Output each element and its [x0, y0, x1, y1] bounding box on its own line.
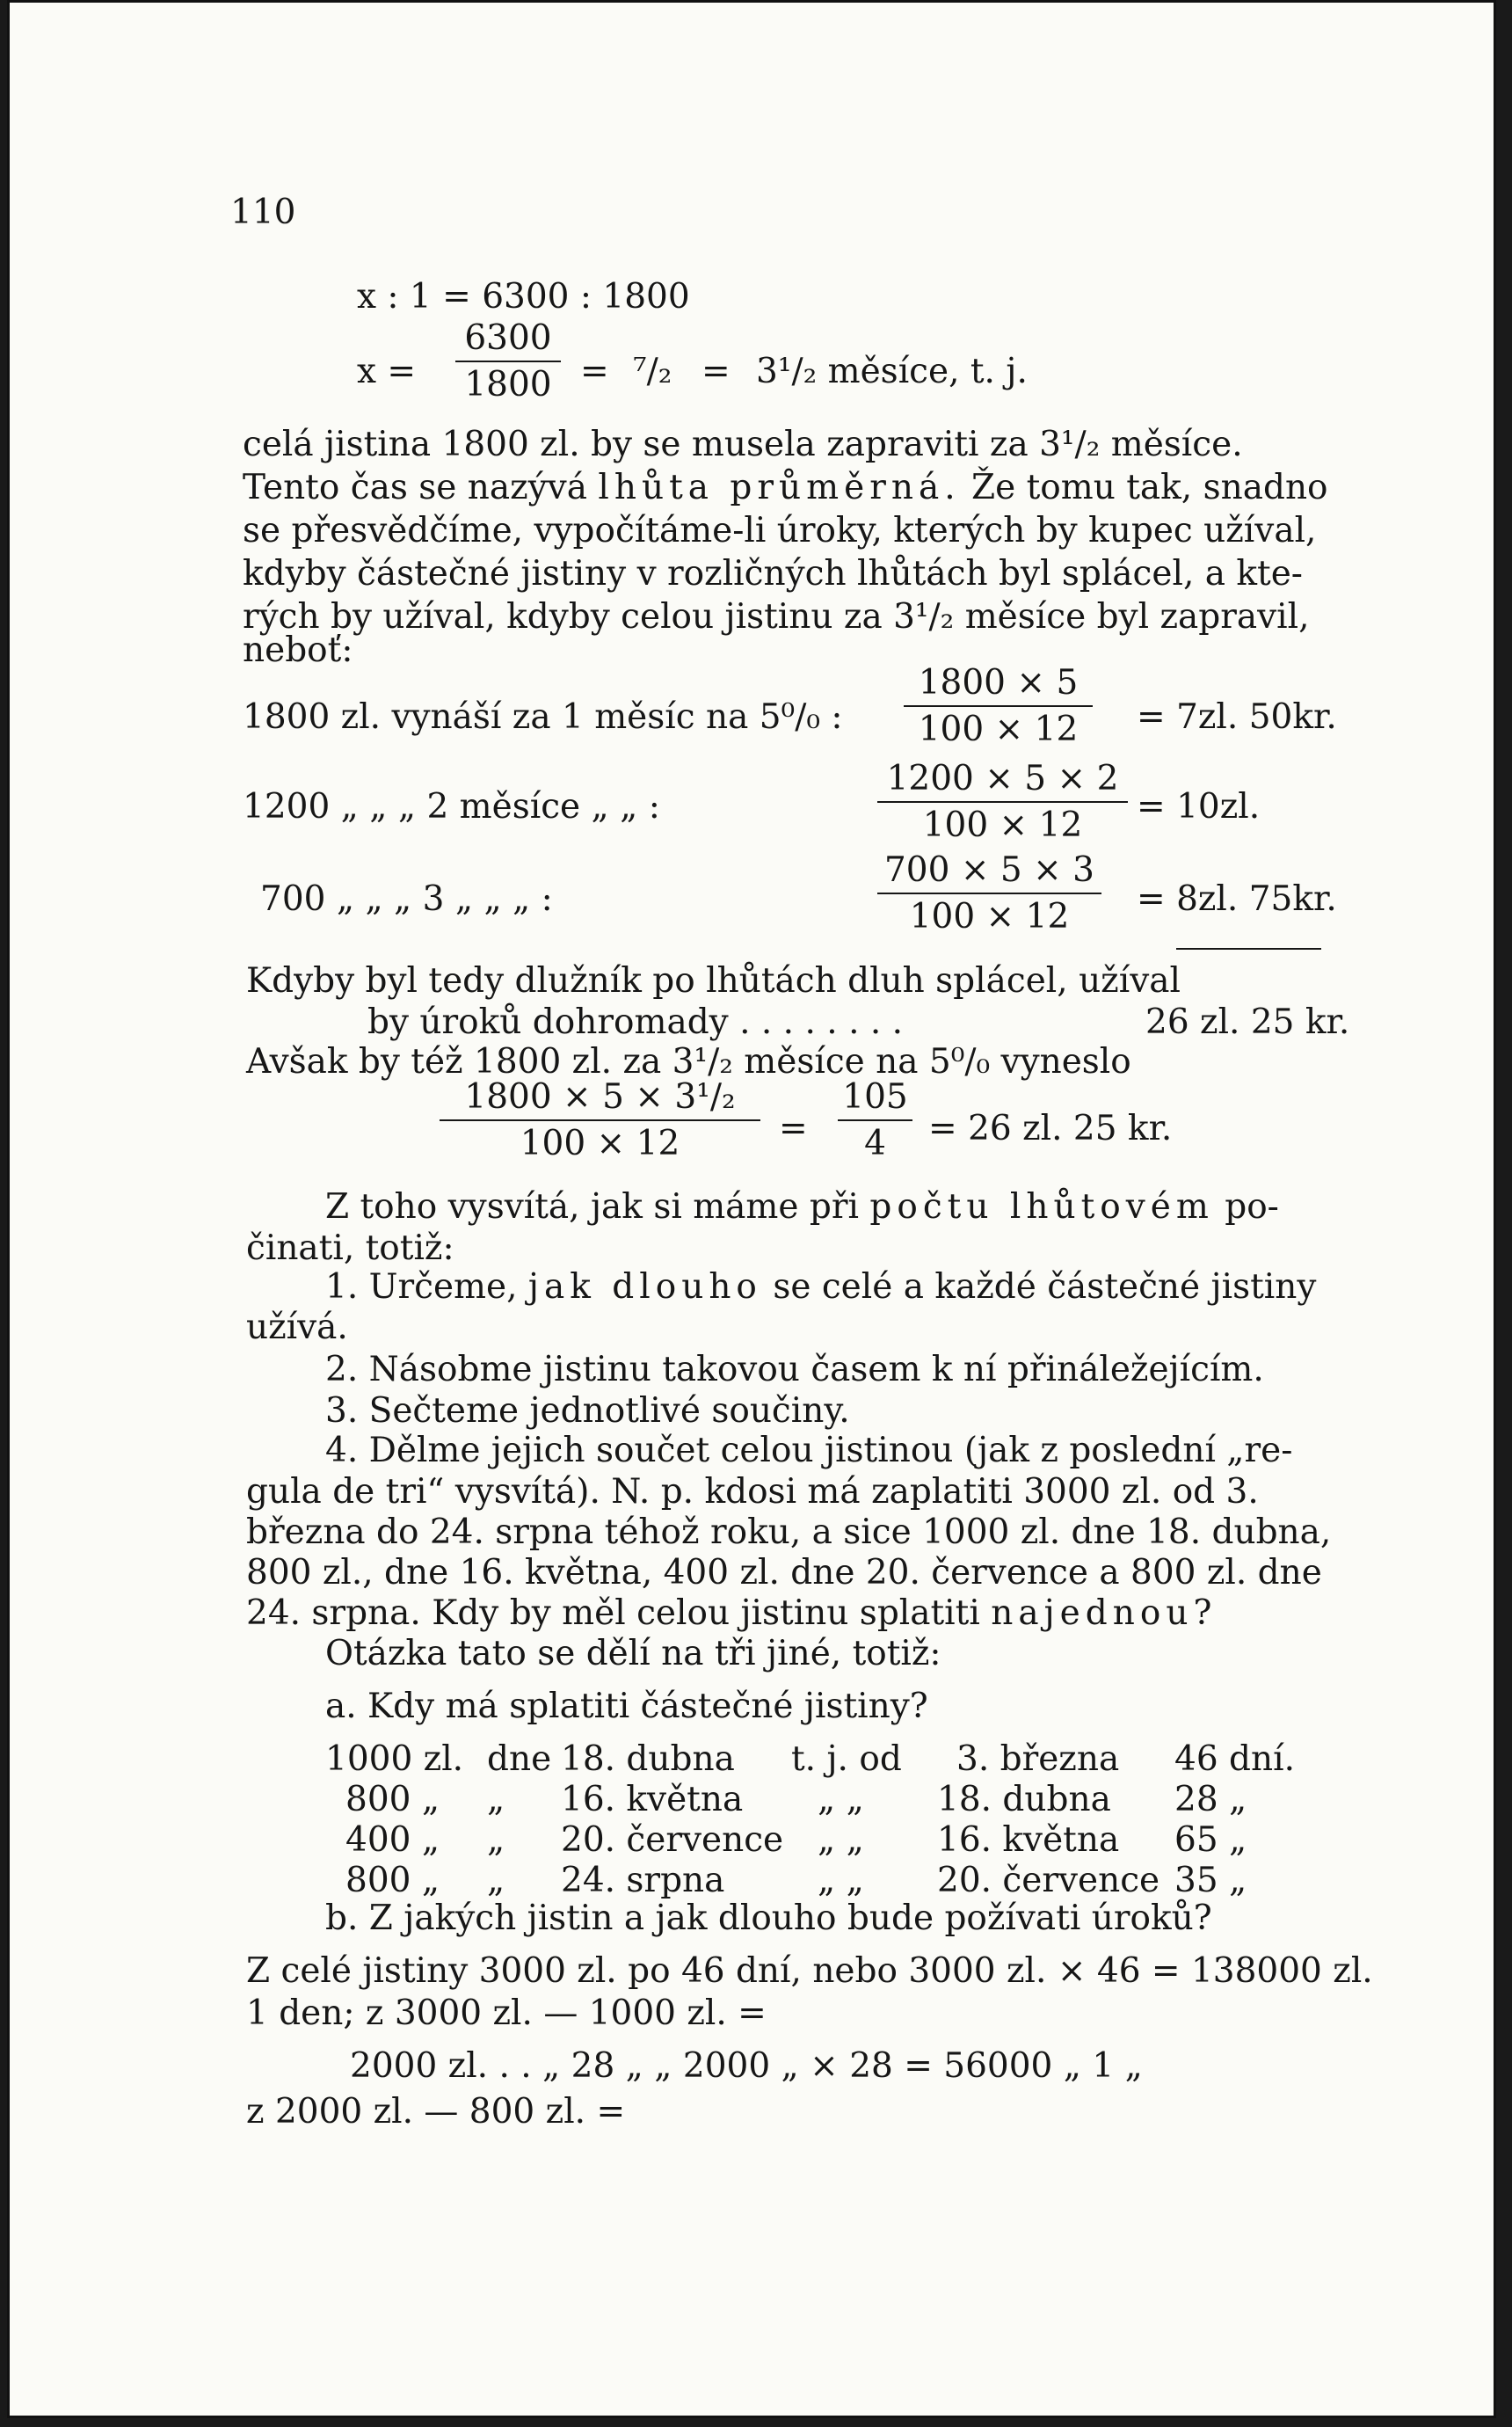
step-4: 4. Dělme jejich součet celou jistinou (jak z poslední „re- [325, 1431, 1293, 1470]
fraction-numerator: 6300 [455, 321, 561, 362]
text-run: po- [1225, 1187, 1279, 1227]
cell-amount: 400 „ [345, 1820, 440, 1860]
cell-days: 35 „ [1174, 1861, 1247, 1900]
cell-from: 20. července [937, 1861, 1160, 1900]
cell-dne: dne [487, 1739, 552, 1779]
cell-date: 20. července [561, 1820, 784, 1860]
cell-tj: t. j. od [791, 1739, 902, 1779]
fraction-denominator: 1800 [464, 365, 552, 404]
cell-date: 18. dubna [561, 1739, 735, 1779]
text-run: se celé a každé částečné jistiny [773, 1267, 1317, 1307]
calc-fraction [904, 663, 1093, 749]
total-value: 26 zl. 25 kr. [1145, 1002, 1350, 1042]
cell-from: 3. března [956, 1739, 1120, 1779]
cell-amount: 800 „ [345, 1780, 440, 1819]
calc-row-result: = 10zl. [1137, 787, 1261, 827]
cell-tj: „ „ [818, 1861, 864, 1900]
calc-fraction [877, 850, 1101, 937]
equals-sign: = [580, 352, 609, 391]
text-run: 24. srpna. Kdy by měl celou jistinu splatiti [246, 1593, 980, 1633]
calc-row-result: = 7zl. 50kr. [1137, 697, 1337, 737]
avsak-result: = 26 zl. 25 kr. [928, 1109, 1173, 1148]
paragraph-line: činati, totiž: [246, 1228, 454, 1268]
equation-proportion: x : 1 = 6300 : 1800 [357, 277, 690, 317]
step-4-cont: 800 zl., dne 16. května, 400 zl. dne 20. července a 800 zl. dne [246, 1553, 1322, 1592]
final-line: Z celé jistiny 3000 zl. po 46 dní, nebo 3000 zl. × 46 = 138000 zl. [246, 1951, 1373, 1991]
book-page [7, 0, 1496, 2418]
fraction-denominator: 100 × 12 [918, 710, 1079, 749]
cell-amount: 1000 zl. [325, 1739, 464, 1779]
question-b: b. Z jakých jistin a jak dlouho bude požívati úroků? [325, 1899, 1212, 1938]
emphasis-term: jak dlouho [527, 1267, 762, 1307]
final-line: 2000 zl. . . „ 28 „ „ 2000 „ × 28 = 56000 „ 1 „ [350, 2046, 1143, 2086]
cell-dne: „ [487, 1780, 505, 1819]
paragraph-line [243, 470, 1328, 505]
total-line: Kdyby byl tedy dlužník po lhůtách dluh splácel, užíval [246, 961, 1181, 1001]
calc-row-result: = 8zl. 75kr. [1137, 879, 1337, 919]
text-run: Z toho vysvítá, jak si máme při [325, 1187, 859, 1227]
avsak-fraction-reduced [838, 1077, 912, 1163]
fraction-numerator: 105 [838, 1080, 912, 1121]
text-run: Že tomu tak, snadno [971, 468, 1328, 507]
paragraph-line: kdyby částečné jistiny v rozličných lhůtách byl splácel, a kte- [243, 554, 1303, 594]
paragraph-line: neboť: [243, 630, 353, 670]
step-2: 2. Násobme jistinu takovou časem k ní přináležejícím. [325, 1350, 1264, 1389]
text-run: 1. Určeme, [325, 1267, 518, 1307]
calc-fraction [877, 759, 1128, 845]
emphasis-term: počtu lhůtovém [869, 1187, 1214, 1227]
cell-days: 65 „ [1174, 1820, 1247, 1860]
cell-amount: 800 „ [345, 1861, 440, 1900]
cell-from: 16. května [937, 1820, 1120, 1860]
total-line: by úroků dohromady . . . . . . . . [367, 1002, 904, 1042]
avsak-line: Avšak by též 1800 zl. za 3¹/₂ měsíce na 5⁰/₀ vyneslo [246, 1042, 1131, 1082]
final-line: z 2000 zl. — 800 zl. = [246, 2092, 626, 2132]
fraction-denominator: 100 × 12 [922, 805, 1083, 845]
step-4-cont [246, 1593, 1218, 1633]
page-number: 110 [230, 193, 296, 232]
cell-tj: „ „ [818, 1780, 864, 1819]
step-1-cont: užívá. [246, 1308, 348, 1347]
cell-date: 24. srpna [561, 1861, 725, 1900]
cell-days: 28 „ [1174, 1780, 1247, 1819]
emphasis-term: lhůta průměrná. [598, 468, 961, 507]
cell-days: 46 dní. [1174, 1739, 1295, 1779]
text-run: Tento čas se nazývá [243, 468, 587, 507]
fraction-numerator: 1800 × 5 × 3¹/₂ [440, 1080, 760, 1121]
final-line: 1 den; z 3000 zl. — 1000 zl. = [246, 1993, 767, 2033]
equation-lhs: x = [357, 352, 417, 391]
seven-halves: ⁷/₂ [633, 352, 672, 391]
sum-rule [1176, 948, 1321, 950]
step-1 [325, 1267, 1317, 1307]
equation-result: 3¹/₂ měsíce, t. j. [756, 352, 1028, 391]
paragraph-line: se přesvědčíme, vypočítáme-li úroky, kterých by kupec užíval, [243, 511, 1317, 550]
paragraph-line: rých by užíval, kdyby celou jistinu za 3¹/₂ měsíce byl zapravil, [243, 597, 1310, 637]
fraction-numerator: 1800 × 5 [904, 666, 1093, 707]
cell-dne: „ [487, 1861, 505, 1900]
question-line: Otázka tato se dělí na tři jiné, totiž: [325, 1634, 941, 1673]
calc-row-label: 1800 zl. vynáší za 1 měsíc na 5⁰/₀ : [243, 697, 843, 737]
equals-sign: = [701, 352, 731, 391]
emphasis-term: najednou? [991, 1593, 1218, 1633]
fraction-numerator: 700 × 5 × 3 [877, 853, 1101, 894]
step-4-cont: gula de tri“ vysvítá). N. p. kdosi má zaplatiti 3000 zl. od 3. [246, 1472, 1259, 1512]
question-a: a. Kdy má splatiti částečné jistiny? [325, 1687, 928, 1726]
fraction-denominator: 4 [864, 1124, 886, 1163]
fraction-6300-1800 [455, 318, 561, 404]
fraction-numerator: 1200 × 5 × 2 [877, 762, 1128, 803]
cell-tj: „ „ [818, 1820, 864, 1860]
paragraph-line [325, 1187, 1279, 1227]
step-4-cont: března do 24. srpna téhož roku, a sice 1000 zl. dne 18. dubna, [246, 1512, 1332, 1552]
calc-row-label: 1200 „ „ „ 2 měsíce „ „ : [243, 787, 660, 827]
avsak-fraction [440, 1077, 760, 1163]
fraction-denominator: 100 × 12 [520, 1124, 680, 1163]
cell-dne: „ [487, 1820, 505, 1860]
step-3: 3. Sečteme jednotlivé součiny. [325, 1391, 850, 1431]
paragraph-line: celá jistina 1800 zl. by se musela zapraviti za 3¹/₂ měsíce. [243, 425, 1243, 464]
fraction-denominator: 100 × 12 [909, 897, 1070, 937]
equals-sign: = [779, 1109, 808, 1148]
cell-from: 18. dubna [937, 1780, 1111, 1819]
calc-row-label: 700 „ „ „ 3 „ „ „ : [260, 879, 553, 919]
cell-date: 16. května [561, 1780, 744, 1819]
